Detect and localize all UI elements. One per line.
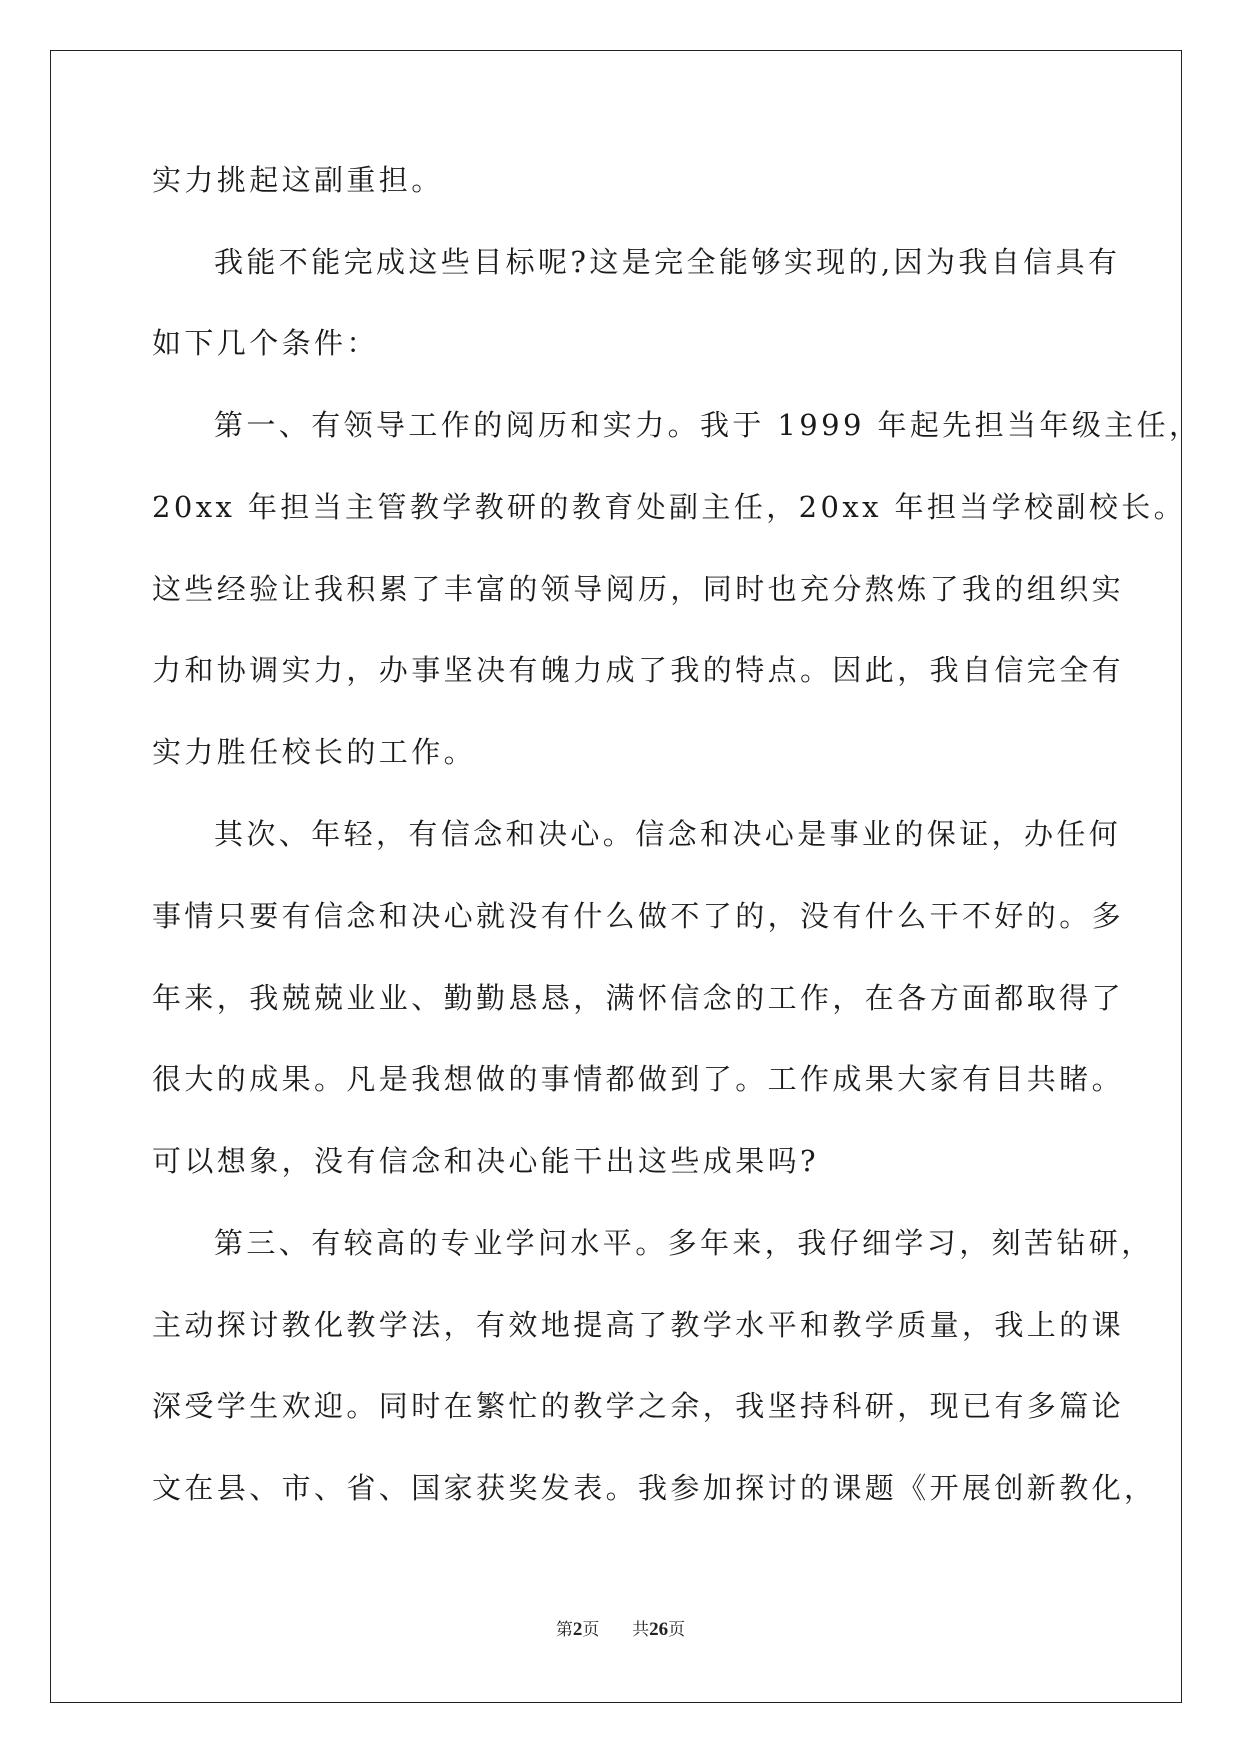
text-line: 可以想象，没有信念和决心能干出这些成果吗? <box>152 1144 819 1178</box>
text-line: 其次、年轻，有信念和决心。信念和决心是事业的保证，办任何 <box>214 817 1122 851</box>
text-line: 实力胜任校长的工作。 <box>152 735 477 769</box>
total-prefix: 共 <box>632 1620 650 1640</box>
page-footer <box>0 1615 1241 1641</box>
page-suffix: 页 <box>582 1620 600 1640</box>
total-suffix: 页 <box>668 1620 686 1640</box>
text-line: 主动探讨教化教学法，有效地提高了教学水平和教学质量，我上的课 <box>152 1308 1125 1342</box>
text-line: 第三、有较高的专业学问水平。多年来，我仔细学习，刻苦钻研， <box>214 1226 1154 1260</box>
text-line: 文在县、市、省、国家获奖发表。我参加探讨的课题《开展创新教化， <box>152 1471 1157 1505</box>
text-line: 实力挑起这副重担。 <box>152 163 444 197</box>
text-line: 如下几个条件： <box>152 326 379 360</box>
text-line: 很大的成果。凡是我想做的事情都做到了。工作成果大家有目共睹。 <box>152 1062 1125 1096</box>
text-line: 20xx 年担当主管教学教研的教育处副主任，20xx 年担当学校副校长。 <box>152 490 1187 524</box>
text-line: 年来，我兢兢业业、勤勤恳恳，满怀信念的工作，在各方面都取得了 <box>152 981 1125 1015</box>
text-line: 第一、有领导工作的阅历和实力。我于 1999 年起先担当年级主任， <box>214 408 1202 442</box>
text-line: 我能不能完成这些目标呢?这是完全能够实现的,因为我自信具有 <box>214 245 1121 279</box>
page-border <box>50 50 1182 1703</box>
text-line: 事情只要有信念和决心就没有什么做不了的，没有什么干不好的。多 <box>152 899 1125 933</box>
text-line: 深受学生欢迎。同时在繁忙的教学之余，我坚持科研，现已有多篇论 <box>152 1389 1125 1423</box>
page-prefix: 第 <box>555 1620 573 1640</box>
page-number: 2 <box>572 1619 583 1640</box>
text-line: 这些经验让我积累了丰富的领导阅历，同时也充分熬炼了我的组织实 <box>152 572 1125 606</box>
text-line: 力和协调实力，办事坚决有魄力成了我的特点。因此，我自信完全有 <box>152 653 1125 687</box>
total-pages: 26 <box>649 1619 669 1640</box>
